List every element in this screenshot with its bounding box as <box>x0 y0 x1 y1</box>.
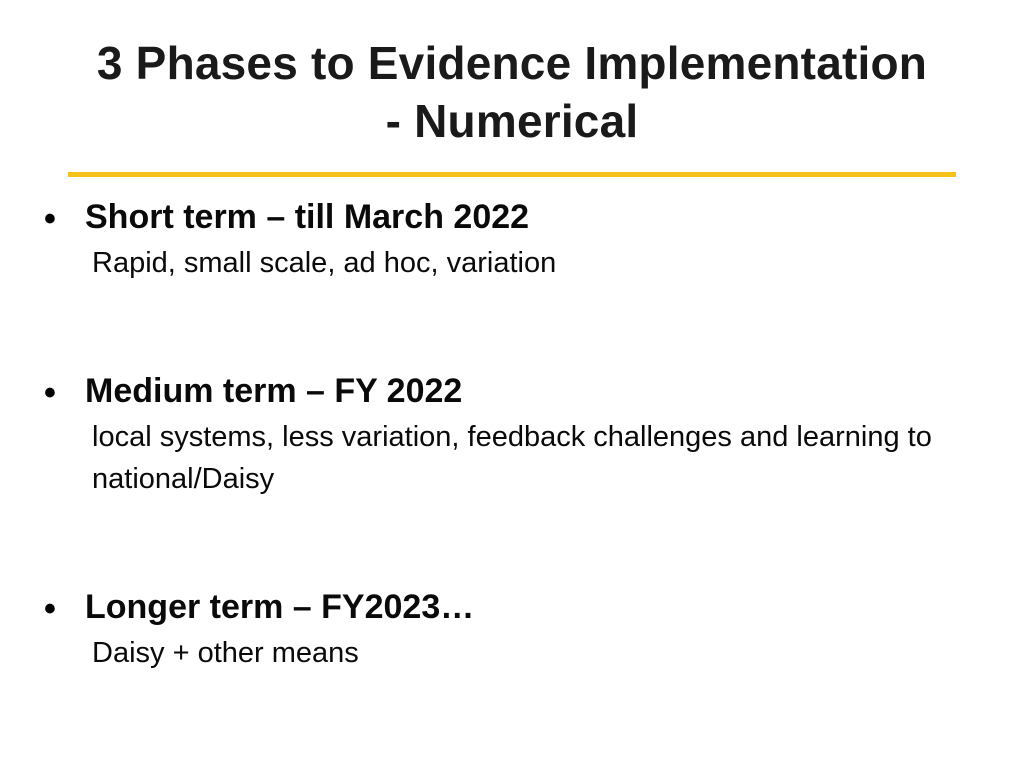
slide-title-line-1: 3 Phases to Evidence Implementation <box>96 37 928 89</box>
list-item-short-term <box>40 192 556 284</box>
list-item-heading: Medium term – FY 2022 <box>85 372 463 410</box>
bullet-icon: • <box>44 590 56 628</box>
list-item-longer-term <box>40 582 474 674</box>
list-item-heading: Short term – till March 2022 <box>85 198 530 236</box>
list-item-detail: Rapid, small scale, ad hoc, variation <box>92 247 557 279</box>
list-item-medium-term <box>40 366 972 500</box>
slide-title-line-2: - Numerical <box>385 95 639 147</box>
slide-title <box>40 34 984 150</box>
title-underline-rule <box>68 172 956 177</box>
list-item-detail: Daisy + other means <box>92 637 359 669</box>
bullet-icon: • <box>44 200 56 238</box>
list-item-heading: Longer term – FY2023… <box>85 588 475 626</box>
list-item-detail: local systems, less variation, feedback challenges and learning to national/Daisy <box>92 421 932 495</box>
bullet-icon: • <box>44 374 56 412</box>
